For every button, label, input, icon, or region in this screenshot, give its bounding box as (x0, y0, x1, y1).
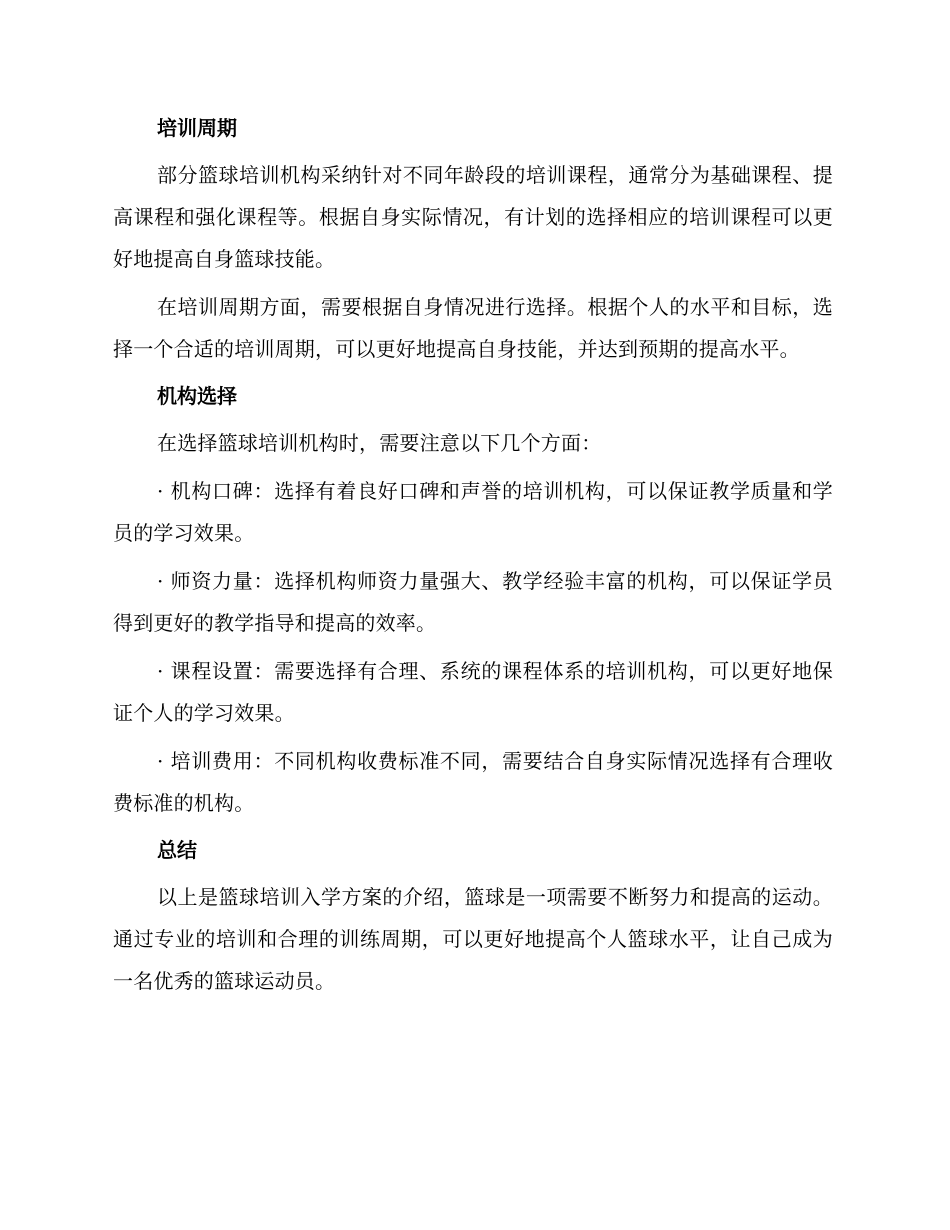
paragraph: 在选择篮球培训机构时，需要注意以下几个方面： (157, 431, 602, 455)
list-item: · 培训费用：不同机构收费标准不同，需要结合自身实际情况选择有合理收费标准的机构。 (113, 749, 833, 815)
section-heading-institution-choice: 机构选择 (157, 384, 237, 408)
paragraph: 部分篮球培训机构采纳针对不同年龄段的培训课程，通常分为基础课程、提高课程和强化课程等。根据自身实际情况，有计划的选择相应的培训课程可以更好地提高自身篮球技能。 (113, 163, 833, 271)
list-item: · 师资力量：选择机构师资力量强大、教学经验丰富的机构，可以保证学员得到更好的教学指导和提高的效率。 (113, 569, 833, 635)
document-page (113, 108, 833, 1008)
list-item: · 机构口碑：选择有着良好口碑和声誉的培训机构，可以保证教学质量和学员的学习效果。 (113, 479, 833, 545)
section-heading-summary: 总结 (157, 838, 197, 862)
section-heading-training-period: 培训周期 (157, 116, 237, 140)
list-item: · 课程设置：需要选择有合理、系统的课程体系的培训机构，可以更好地保证个人的学习效果。 (113, 659, 833, 725)
paragraph: 在培训周期方面，需要根据自身情况进行选择。根据个人的水平和目标，选择一个合适的培训周期，可以更好地提高自身技能，并达到预期的提高水平。 (113, 295, 833, 361)
paragraph: 以上是篮球培训入学方案的介绍，篮球是一项需要不断努力和提高的运动。通过专业的培训和合理的训练周期，可以更好地提高个人篮球水平，让自己成为一名优秀的篮球运动员。 (113, 885, 833, 993)
